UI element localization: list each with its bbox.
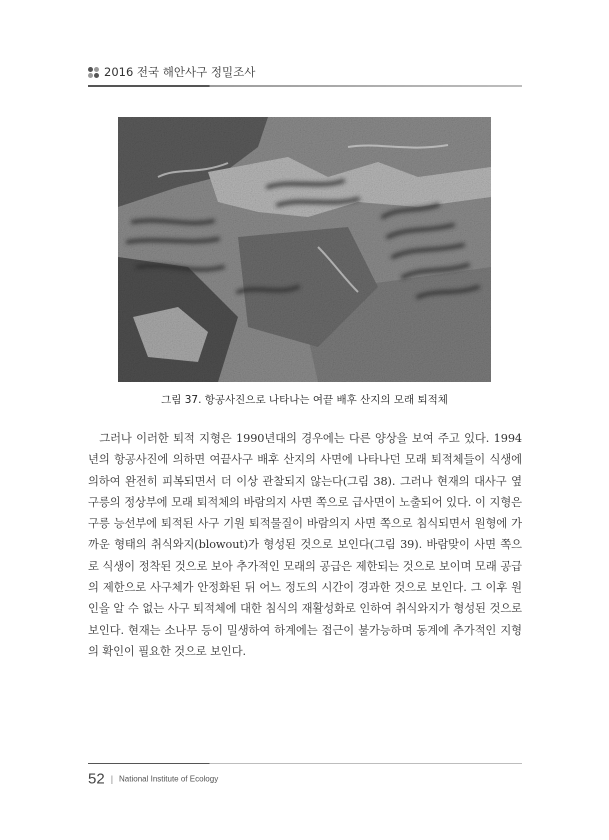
footer-institution: National Institute of Ecology [119,774,219,784]
header-dots-icon [88,67,100,79]
running-header [88,64,522,88]
body-text [88,428,522,662]
header-title: 2016 전국 해안사구 정밀조사 [104,65,256,79]
page-number: 52 [88,770,105,788]
aerial-photo-image [118,117,491,382]
header-rule [88,85,522,87]
footer-rule [88,763,522,764]
figure-caption: 그림 37. 항공사진으로 나타나는 여끝 배후 산지의 모래 퇴적체 [161,394,448,406]
footer-separator: | [110,773,114,784]
page-footer [88,770,218,788]
body-paragraph: 그러나 이러한 퇴적 지형은 1990년대의 경우에는 다른 양상을 보여 주고 있다. 1994년의 항공사진에 의하면 여끝사구 배후 산지의 사면에 나타나던 모래 퇴적체들이 식생에 의하여 완전히 피복되면서 더 이상 관찰되지 않는다(그림 38). 그러나 현재의 대사구 옆 구릉의 정상부에 모래 퇴적체의 바람의지 사면 쪽으로 급사면이 노출되어 있다. 이 지형은 구릉 능선부에 퇴적된 사구 기원 퇴적물질이 바람의지 사면 쪽으로 침식되면서 원형에 가까운 형태의 취식와지(blowout)가 형성된 것으로 보인다(그림 39). 바람맞이 사면 쪽으로 식생이 정착된 것으로 보아 추가적인 모래의 공급은 제한되는 것으로 보이며 모래 공급의 제한으로 사구체가 안정화된 뒤 어느 정도의 시간이 경과한 것으로 보인다. 그 이후 원인을 알 수 없는 사구 퇴적체에 대한 침식의 재활성화로 인하여 취식와지가 형성된 것으로 보인다. 현재는 소나무 등이 밀생하여 하계에는 접근이 불가능하며 동계에 추가적인 지형의 확인이 필요한 것으로 보인다. [88,432,522,658]
